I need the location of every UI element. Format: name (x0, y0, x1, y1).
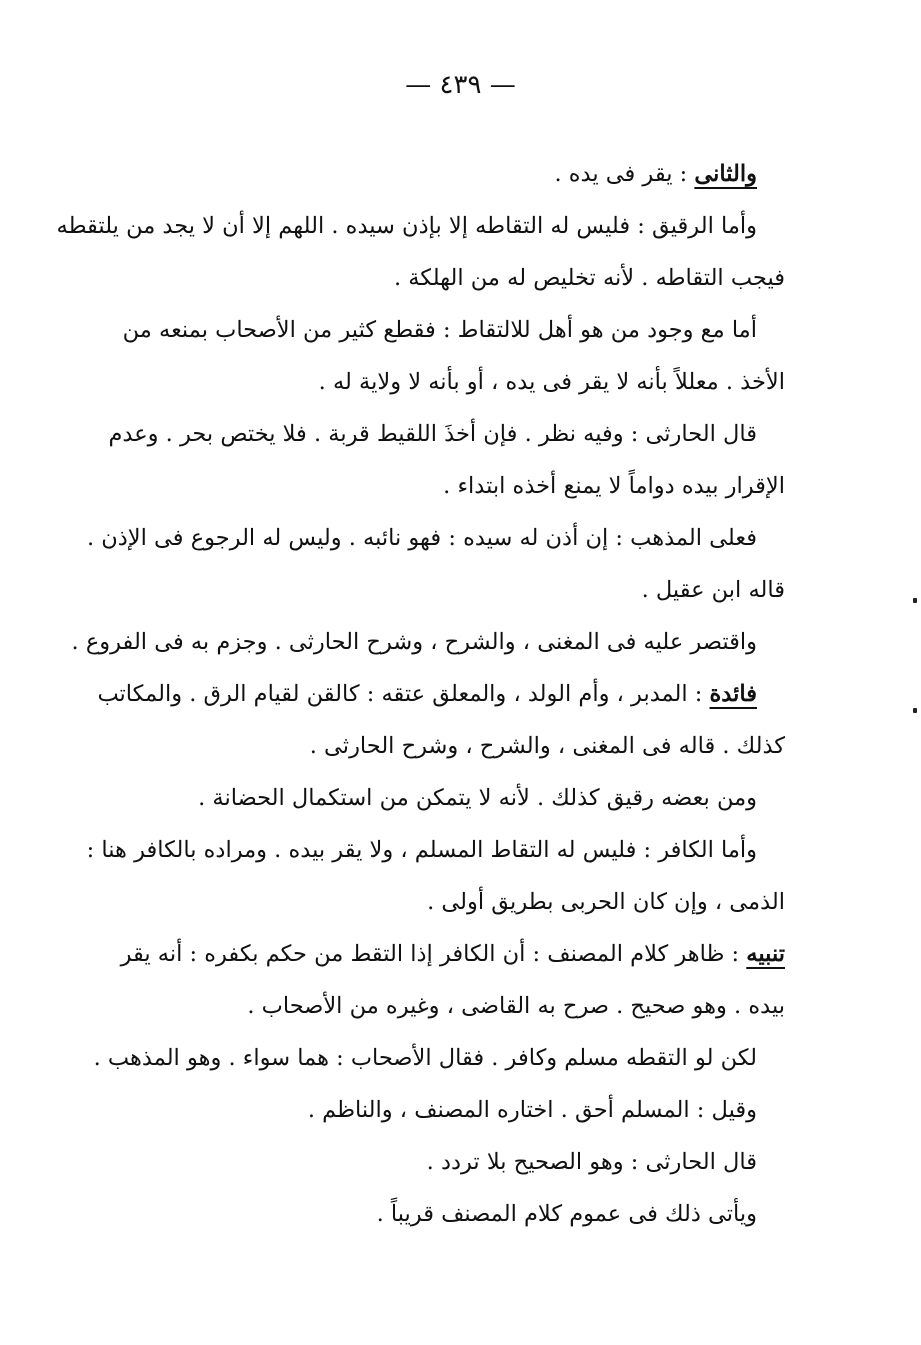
text-line (86, 824, 785, 876)
section-term: والثانى (694, 161, 757, 187)
line-text: وأما الكافر : فليس له التقاط المسلم ، ولا يقر بيده . ومراده بالكافر هنا : (86, 837, 757, 863)
text-line (108, 408, 785, 460)
section-term: فائدة (709, 681, 757, 707)
line-text: الذمى ، وإن كان الحربى بطريق أولى . (427, 889, 785, 915)
line-text: أما مع وجود من هو أهل للالتقاط : فقطع كثير من الأصحاب بمنعه من (122, 317, 757, 343)
line-text: : المدبر ، وأم الولد ، والمعلق عتقه : كالقن لقيام الرق . والمكاتب (97, 681, 710, 707)
line-text: قال الحارثى : وفيه نظر . فإن أخذَ اللقيط قربة . فلا يختص بحر . وعدم (108, 421, 757, 447)
line-text: فيجب التقاطه . لأنه تخليص له من الهلكة . (393, 265, 785, 291)
text-line (120, 928, 785, 980)
text-line (93, 1032, 785, 1084)
line-text: الأخذ . معللاً بأنه لا يقر فى يده ، أو بأنه لا ولاية له . (318, 369, 785, 395)
text-line (97, 668, 785, 720)
page-number: — ٤٣٩ — (405, 70, 516, 100)
line-text: وأما الرقيق : فليس له التقاطه إلا بإذن سيده . اللهم إلا أن لا يجد من يلتقطه (56, 213, 757, 239)
line-text: : ظاهر كلام المصنف : أن الكافر إذا التقط من حكم بكفره : أنه يقر (120, 941, 747, 967)
text-line (71, 616, 785, 668)
text-line (180, 564, 785, 616)
line-text: كذلك . قاله فى المغنى ، والشرح ، وشرح الحارثى . (309, 733, 785, 759)
line-text: بيده . وهو صحيح . صرح به القاضى ، وغيره من الأصحاب . (247, 993, 785, 1019)
text-line (180, 720, 785, 772)
text-line (180, 252, 785, 304)
text-line (180, 460, 785, 512)
text-line (180, 148, 785, 200)
text-line (122, 304, 785, 356)
line-text: ومن بعضه رقيق كذلك . لأنه لا يتمكن من استكمال الحضانة . (198, 785, 757, 811)
line-text: لكن لو التقطه مسلم وكافر . فقال الأصحاب : هما سواء . وهو المذهب . (93, 1045, 757, 1071)
text-line (180, 1084, 785, 1136)
text-line (180, 356, 785, 408)
margin-ink-mark (913, 598, 917, 603)
text-line (180, 1136, 785, 1188)
text-block (56, 148, 785, 1240)
line-text: وقيل : المسلم أحق . اختاره المصنف ، والناظم . (307, 1097, 757, 1123)
line-text: قال الحارثى : وهو الصحيح بلا تردد . (426, 1149, 757, 1175)
text-line (180, 980, 785, 1032)
margin-ink-mark (913, 708, 917, 713)
text-line (180, 876, 785, 928)
text-line (180, 1188, 785, 1240)
text-line (56, 200, 785, 252)
line-text: : يقر فى يده . (554, 161, 695, 187)
text-line (180, 772, 785, 824)
line-text: فعلى المذهب : إن أذن له سيده : فهو نائبه . وليس له الرجوع فى الإذن . (86, 525, 757, 551)
line-text: الإقرار بيده دواماً لا يمنع أخذه ابتداء . (443, 473, 785, 499)
line-text: واقتصر عليه فى المغنى ، والشرح ، وشرح الحارثى . وجزم به فى الفروع . (71, 629, 757, 655)
section-term: تنبيه (746, 941, 785, 967)
line-text: ويأتى ذلك فى عموم كلام المصنف قريباً . (376, 1201, 757, 1227)
text-line (86, 512, 785, 564)
line-text: قاله ابن عقيل . (641, 577, 785, 603)
